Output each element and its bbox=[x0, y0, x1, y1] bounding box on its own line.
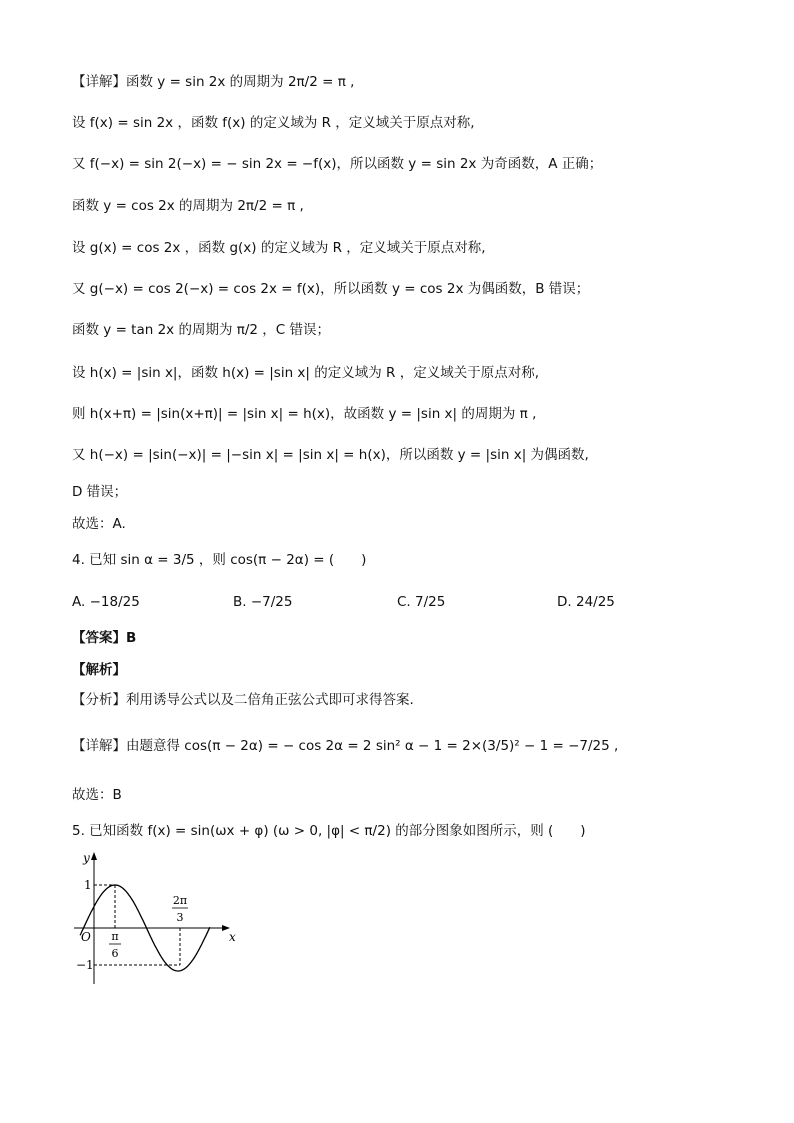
detail-line-q4: 【详解】由题意得 cos(π − 2α) = − cos 2α = 2 sin² α − 1 = 2×(3/5)² − 1 = −7/25 , bbox=[72, 738, 619, 754]
sine-graph bbox=[72, 848, 242, 993]
option-a: A. −18/25 bbox=[72, 594, 140, 610]
detail-line-4: 函数 y = cos 2x 的周期为 2π/2 = π , bbox=[72, 198, 304, 214]
detail-line-1: 【详解】函数 y = sin 2x 的周期为 2π/2 = π , bbox=[72, 74, 355, 90]
question-5: 5. 已知函数 f(x) = sin(ωx + φ) (ω > 0, |φ| < π/2) 的部分图象如图所示，则 ( ) bbox=[72, 823, 586, 839]
choice-line-1: 故选：A. bbox=[72, 516, 126, 532]
x-tick-pi6-num: π bbox=[111, 930, 119, 943]
detail-line-11: D 错误； bbox=[72, 484, 128, 500]
option-c: C. 7/25 bbox=[397, 594, 446, 610]
y-axis-arrow bbox=[91, 852, 97, 860]
x-tick-2pi3-num: 2π bbox=[172, 894, 188, 907]
choice-line-2: 故选：B bbox=[72, 787, 122, 803]
detail-line-2: 设 f(x) = sin 2x ，函数 f(x) 的定义域为 R ，定义域关于原点对称, bbox=[72, 115, 475, 131]
y-tick-neg1: −1 bbox=[76, 958, 94, 972]
option-d: D. 24/25 bbox=[557, 594, 615, 610]
detail-line-3: 又 f(−x) = sin 2(−x) = − sin 2x = −f(x)，所以函数 y = sin 2x 为奇函数，A 正确； bbox=[72, 156, 603, 172]
answer-line: 【答案】B bbox=[72, 630, 137, 646]
detail-line-6: 又 g(−x) = cos 2(−x) = cos 2x = f(x)，所以函数 y = cos 2x 为偶函数，B 错误； bbox=[72, 281, 590, 297]
analysis-heading: 【解析】 bbox=[72, 662, 126, 678]
detail-line-5: 设 g(x) = cos 2x ，函数 g(x) 的定义域为 R ，定义域关于原点对称, bbox=[72, 240, 486, 256]
analysis-line: 【分析】利用诱导公式以及二倍角正弦公式即可求得答案. bbox=[72, 692, 414, 708]
x-axis-label: x bbox=[229, 930, 236, 944]
origin-label: O bbox=[81, 930, 91, 944]
x-tick-pi6-den: 6 bbox=[111, 947, 119, 960]
detail-line-8: 设 h(x) = |sin x|，函数 h(x) = |sin x| 的定义域为 R ，定义域关于原点对称, bbox=[72, 365, 540, 381]
detail-line-10: 又 h(−x) = |sin(−x)| = |−sin x| = |sin x| = h(x)，所以函数 y = |sin x| 为偶函数, bbox=[72, 447, 589, 463]
detail-line-9: 则 h(x+π) = |sin(x+π)| = |sin x| = h(x)，故函数 y = |sin x| 的周期为 π , bbox=[72, 406, 537, 422]
detail-line-7: 函数 y = tan 2x 的周期为 π/2 ，C 错误； bbox=[72, 322, 331, 338]
x-tick-2pi3-den: 3 bbox=[176, 911, 184, 924]
y-axis-label: y bbox=[83, 851, 90, 865]
y-tick-1: 1 bbox=[84, 878, 92, 892]
question-4: 4. 已知 sin α = 3/5 ，则 cos(π − 2α) = ( ) bbox=[72, 552, 367, 568]
option-b: B. −7/25 bbox=[233, 594, 293, 610]
